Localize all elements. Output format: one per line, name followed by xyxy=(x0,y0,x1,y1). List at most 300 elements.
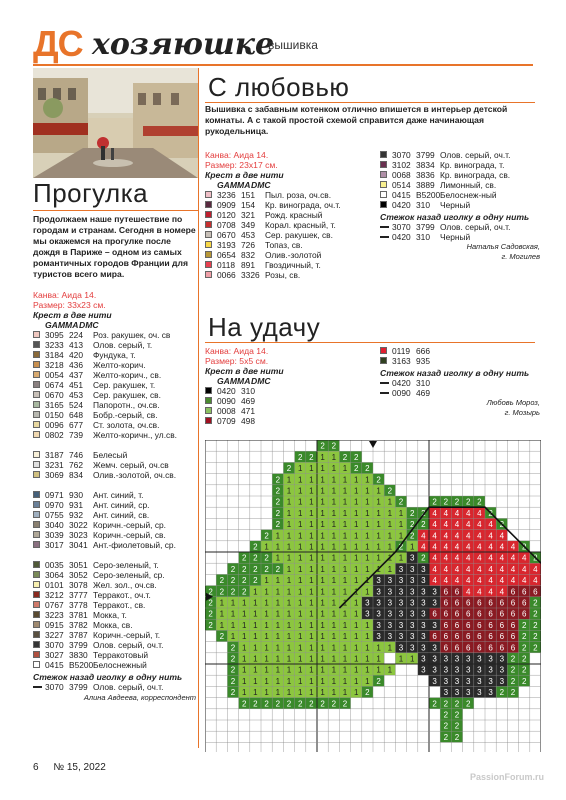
color-name: Мокка, т. xyxy=(93,610,127,620)
dmc-code: 3041 xyxy=(69,540,88,550)
stitch-symbol: 3 xyxy=(398,587,404,597)
progulka-title-underline xyxy=(33,210,198,211)
stitch-symbol: 1 xyxy=(342,609,348,619)
lovewith-thread-row xyxy=(205,230,370,240)
dmc-code: 151 xyxy=(241,190,255,200)
stitch-symbol: 6 xyxy=(510,643,516,653)
stitch-symbol: 3 xyxy=(421,587,426,597)
stitch-symbol: 1 xyxy=(331,688,337,698)
stitch-symbol: 1 xyxy=(365,508,370,518)
color-name: Ант. синий, т. xyxy=(93,490,144,500)
dmc-code: 413 xyxy=(69,340,83,350)
gamma-code: 0035 xyxy=(45,560,64,570)
color-swatch-icon xyxy=(380,357,387,364)
stitch-symbol: 2 xyxy=(533,632,538,642)
stitch-symbol: 3 xyxy=(443,676,449,686)
stitch-symbol: 4 xyxy=(499,553,505,563)
stitch-symbol: 2 xyxy=(454,732,460,742)
gamma-code: 0090 xyxy=(217,396,236,406)
stitch-symbol: 1 xyxy=(353,676,359,686)
dmc-code: 310 xyxy=(416,378,430,388)
stitch-symbol: 1 xyxy=(309,643,314,653)
gamma-code: 3070 xyxy=(392,222,411,232)
stitch-symbol: 1 xyxy=(320,486,325,496)
luck-thread-row xyxy=(205,406,370,416)
stitch-symbol: 1 xyxy=(342,654,348,664)
stitch-symbol: 2 xyxy=(219,587,225,597)
stitch-symbol: 2 xyxy=(230,564,236,574)
stitch-symbol: 2 xyxy=(454,699,460,709)
progulka-canvas: Канва: Аида 14. xyxy=(33,290,97,300)
color-swatch-icon xyxy=(380,191,387,198)
stitch-symbol: 2 xyxy=(454,497,460,507)
stitch-symbol: 3 xyxy=(376,576,381,586)
color-swatch-icon xyxy=(205,417,212,424)
stitch-symbol: 1 xyxy=(342,553,348,563)
color-swatch-icon xyxy=(33,631,40,638)
color-name: Кр. винограда, оч.т. xyxy=(265,200,341,210)
dmc-code: 310 xyxy=(416,200,430,210)
stitch-symbol: 4 xyxy=(477,553,482,563)
stitch-symbol: 1 xyxy=(320,475,325,485)
stitch-symbol: 3 xyxy=(454,665,460,675)
stitch-symbol: 6 xyxy=(510,620,516,630)
color-swatch-icon xyxy=(205,201,212,208)
paris-painting-image xyxy=(33,68,198,178)
stitch-symbol: 1 xyxy=(309,576,314,586)
color-swatch-icon xyxy=(205,231,212,238)
stitch-symbol: 1 xyxy=(353,497,359,507)
stitch-symbol: 1 xyxy=(331,665,337,675)
stitch-symbol: 1 xyxy=(297,620,303,630)
gamma-code: 0066 xyxy=(217,270,236,280)
stitch-symbol: 1 xyxy=(309,486,314,496)
stitch-symbol: 2 xyxy=(253,564,258,574)
stitch-symbol: 1 xyxy=(353,475,359,485)
color-name: Кр. винограда, т. xyxy=(440,160,505,170)
stitch-symbol: 1 xyxy=(387,542,393,552)
stitch-symbol: 4 xyxy=(499,576,505,586)
stitch-symbol: 4 xyxy=(421,542,426,552)
gamma-code: 0150 xyxy=(45,410,64,420)
stitch-symbol: 1 xyxy=(275,553,281,563)
stitch-symbol: 1 xyxy=(286,587,292,597)
stitch-symbol: 2 xyxy=(443,497,449,507)
stitch-symbol: 1 xyxy=(297,475,303,485)
gamma-code: 3184 xyxy=(45,350,64,360)
color-name: Желто-коричн., ул.св. xyxy=(93,430,177,440)
stitch-symbol: 1 xyxy=(353,576,359,586)
color-name: Жемч. серый, оч.св xyxy=(93,460,169,470)
stitch-symbol: 2 xyxy=(241,553,247,563)
stitch-symbol: 1 xyxy=(309,665,314,675)
stitch-symbol: 1 xyxy=(320,520,325,530)
stitch-symbol: 2 xyxy=(499,520,505,530)
stitch-symbol: 4 xyxy=(465,564,471,574)
stitch-symbol: 1 xyxy=(275,576,281,586)
lovewith-thread-row xyxy=(205,220,370,230)
lovewith-thread-row xyxy=(205,250,370,260)
stitch-symbol: 6 xyxy=(488,632,493,642)
stitch-symbol: 4 xyxy=(454,564,460,574)
stitch-symbol: 3 xyxy=(398,620,404,630)
gamma-code: 0096 xyxy=(45,420,64,430)
stitch-symbol: 1 xyxy=(387,643,393,653)
stitch-symbol: 1 xyxy=(342,475,348,485)
stitch-symbol: 1 xyxy=(331,475,337,485)
color-swatch-icon xyxy=(33,421,40,428)
stitch-symbol: 4 xyxy=(465,587,471,597)
stitch-symbol: 2 xyxy=(309,452,314,462)
stitch-symbol: 2 xyxy=(241,587,247,597)
stitch-symbol: 3 xyxy=(488,688,493,698)
color-name: Фундука, т. xyxy=(93,350,136,360)
gamma-code: 3218 xyxy=(45,360,64,370)
color-name: Пыл. роза, оч.св. xyxy=(265,190,332,200)
stitch-symbol: 2 xyxy=(297,699,303,709)
stitch-symbol: 1 xyxy=(286,676,292,686)
gamma-code: 0654 xyxy=(217,250,236,260)
gamma-code: 3236 xyxy=(217,190,236,200)
stitch-symbol: 1 xyxy=(376,553,381,563)
stitch-symbol: 1 xyxy=(297,665,303,675)
color-swatch-icon xyxy=(380,151,387,158)
color-swatch-icon xyxy=(33,511,40,518)
progulka-thread-row xyxy=(33,560,196,570)
gamma-code: 0708 xyxy=(217,220,236,230)
stitch-symbol: 1 xyxy=(309,564,314,574)
stitch-symbol: 3 xyxy=(409,598,415,608)
stitch-symbol: 2 xyxy=(353,464,359,474)
stitch-symbol: 1 xyxy=(353,564,359,574)
stitch-symbol: 3 xyxy=(477,654,482,664)
stitch-symbol: 1 xyxy=(342,643,348,653)
color-name: Ст. золота, оч.св. xyxy=(93,420,160,430)
stitch-symbol: 6 xyxy=(443,609,449,619)
progulka-thread-row xyxy=(33,640,196,650)
dmc-code: B5200 xyxy=(416,190,441,200)
dmc-code: 931 xyxy=(69,500,83,510)
stitch-symbol: 3 xyxy=(398,564,404,574)
progulka-thread-row xyxy=(33,330,196,340)
stitch-symbol: 4 xyxy=(521,564,527,574)
dmc-code: 648 xyxy=(69,410,83,420)
stitch-symbol: 1 xyxy=(219,609,225,619)
luck-thread-list-right xyxy=(380,346,540,366)
stitch-symbol: 1 xyxy=(309,620,314,630)
stitch-symbol: 2 xyxy=(521,620,527,630)
dmc-code: 224 xyxy=(69,330,83,340)
magazine-logo: ДС xyxy=(33,23,83,64)
progulka-thread-row xyxy=(33,490,196,500)
stitch-symbol: 4 xyxy=(510,542,516,552)
dmc-code: 3778 xyxy=(69,600,88,610)
stitch-symbol: 1 xyxy=(342,531,348,541)
gamma-code: 3165 xyxy=(45,400,64,410)
luck-back-list xyxy=(380,378,540,398)
stitch-symbol: 1 xyxy=(241,688,247,698)
stitch-symbol: 2 xyxy=(320,699,325,709)
stitch-symbol: 1 xyxy=(309,542,314,552)
stitch-symbol: 6 xyxy=(477,609,482,619)
stitch-symbol: 1 xyxy=(286,564,292,574)
stitch-symbol: 1 xyxy=(342,676,348,686)
gamma-code: 0415 xyxy=(45,660,64,670)
color-name: Коричн.-серый, ср. xyxy=(93,520,167,530)
stitch-symbol: 2 xyxy=(398,497,404,507)
lovewith-table-header xyxy=(205,180,370,190)
stitch-symbol: 3 xyxy=(398,643,404,653)
stitch-symbol: 4 xyxy=(477,576,482,586)
color-name: Топаз, св. xyxy=(265,240,303,250)
stitch-symbol: 6 xyxy=(465,632,471,642)
color-swatch-icon xyxy=(33,521,40,528)
stitch-symbol: 1 xyxy=(331,520,337,530)
progulka-credit: Алина Авдеева, корреспондент xyxy=(83,693,196,702)
progulka-thread-row xyxy=(33,600,196,610)
luck-credit-city: г. Мозырь xyxy=(504,408,540,417)
stitch-symbol: 1 xyxy=(309,654,314,664)
stitch-symbol: 1 xyxy=(275,654,281,664)
stitch-symbol: 1 xyxy=(331,497,337,507)
stitch-symbol: 1 xyxy=(309,609,314,619)
luck-title: На удачу xyxy=(208,312,321,342)
stitch-symbol: 3 xyxy=(421,576,426,586)
stitch-symbol: 3 xyxy=(387,632,393,642)
stitch-symbol: 1 xyxy=(342,542,348,552)
progulka-thread-row xyxy=(33,420,196,430)
stitch-symbol: 3 xyxy=(387,620,393,630)
stitch-symbol: 6 xyxy=(533,587,538,597)
lovewith-thread-row xyxy=(205,260,370,270)
stitch-symbol: 1 xyxy=(320,508,325,518)
stitch-symbol: 1 xyxy=(342,587,348,597)
color-swatch-icon xyxy=(33,381,40,388)
lovewith-thread-row xyxy=(205,210,370,220)
stitch-symbol: 1 xyxy=(286,643,292,653)
cross-stitch-pattern xyxy=(205,440,541,757)
gamma-code: 0802 xyxy=(45,430,64,440)
dmc-code: 746 xyxy=(69,450,83,460)
dmc-code: 762 xyxy=(69,460,83,470)
stitch-symbol: 2 xyxy=(443,699,449,709)
stitch-symbol: 2 xyxy=(510,688,516,698)
color-swatch-icon xyxy=(33,401,40,408)
stitch-symbol: 6 xyxy=(477,620,482,630)
color-swatch-icon xyxy=(33,411,40,418)
stitch-symbol: 1 xyxy=(342,497,348,507)
stitch-symbol: 1 xyxy=(286,486,292,496)
stitch-symbol: 1 xyxy=(353,643,359,653)
stitch-symbol: 4 xyxy=(443,542,449,552)
color-swatch-icon xyxy=(380,201,387,208)
stitch-symbol: 3 xyxy=(421,564,426,574)
stitch-symbol: 2 xyxy=(465,497,471,507)
stitch-symbol: 2 xyxy=(454,710,460,720)
color-swatch-icon xyxy=(205,241,212,248)
luck-thread-row xyxy=(380,356,540,366)
col-gamma: GAMMA xyxy=(217,180,251,190)
stitch-symbol: 3 xyxy=(398,576,404,586)
stitch-symbol: 1 xyxy=(297,609,303,619)
stitch-symbol: 1 xyxy=(365,486,370,496)
stitch-symbol: 4 xyxy=(488,576,493,586)
stitch-symbol: 4 xyxy=(488,564,493,574)
stitch-symbol: 1 xyxy=(264,665,269,675)
stitch-symbol: 1 xyxy=(365,475,370,485)
stitch-symbol: 3 xyxy=(409,564,415,574)
stitch-symbol: 1 xyxy=(309,553,314,563)
stitch-symbol: 1 xyxy=(297,598,303,608)
stitch-symbol: 2 xyxy=(409,520,415,530)
dmc-code: 349 xyxy=(241,220,255,230)
stitch-symbol: 4 xyxy=(454,508,460,518)
color-swatch-icon xyxy=(33,501,40,508)
stitch-symbol: 1 xyxy=(297,542,303,552)
progulka-thread-row xyxy=(33,460,196,470)
color-name: Лимонный, св. xyxy=(440,180,497,190)
lovewith-thread-row xyxy=(380,150,540,160)
stitch-symbol: 3 xyxy=(432,643,437,653)
stitch-symbol: 1 xyxy=(409,654,415,664)
stitch-symbol: 2 xyxy=(398,542,404,552)
stitch-symbol: 1 xyxy=(286,654,292,664)
color-name: Белесый xyxy=(93,450,128,460)
stitch-symbol: 1 xyxy=(365,576,370,586)
dmc-code: 3830 xyxy=(69,650,88,660)
stitch-symbol: 1 xyxy=(376,486,381,496)
stitch-symbol: 2 xyxy=(230,665,236,675)
stitch-symbol: 4 xyxy=(488,531,493,541)
stitch-symbol: 1 xyxy=(309,497,314,507)
dmc-code: 437 xyxy=(69,370,83,380)
dmc-code: 3777 xyxy=(69,590,88,600)
stitch-symbol: 2 xyxy=(275,475,281,485)
stitch-symbol: 4 xyxy=(432,553,437,563)
stitch-symbol: 1 xyxy=(398,553,404,563)
gamma-code: 0090 xyxy=(392,388,411,398)
stitch-symbol: 1 xyxy=(230,620,236,630)
color-swatch-icon xyxy=(380,171,387,178)
stitch-symbol: 4 xyxy=(499,587,505,597)
stitch-symbol: 1 xyxy=(241,665,247,675)
color-name: Олов. серый, оч.т. xyxy=(440,222,511,232)
stitch-symbol: 4 xyxy=(454,553,460,563)
stitch-symbol: 2 xyxy=(533,553,538,563)
stitch-symbol: 1 xyxy=(253,620,258,630)
stitch-symbol: 6 xyxy=(454,632,460,642)
stitch-symbol: 1 xyxy=(297,676,303,686)
color-swatch-icon xyxy=(33,361,40,368)
stitch-symbol: 3 xyxy=(387,576,393,586)
stitch-symbol: 4 xyxy=(421,531,426,541)
stitch-symbol: 4 xyxy=(488,587,493,597)
stitch-symbol: 1 xyxy=(264,676,269,686)
color-name: Папоротн., оч.св. xyxy=(93,400,160,410)
stitch-symbol: 1 xyxy=(309,598,314,608)
stitch-symbol: 1 xyxy=(331,676,337,686)
gamma-code: 3039 xyxy=(45,530,64,540)
stitch-symbol: 1 xyxy=(353,587,359,597)
gamma-code: 0709 xyxy=(217,416,236,426)
stitch-symbol: 3 xyxy=(421,598,426,608)
stitch-symbol: 1 xyxy=(320,542,325,552)
stitch-symbol: 3 xyxy=(432,665,437,675)
stitch-symbol: 1 xyxy=(297,643,303,653)
stitch-symbol: 1 xyxy=(342,665,348,675)
stitch-symbol: 1 xyxy=(309,475,314,485)
color-name: Ант. синий, св. xyxy=(93,510,150,520)
stitch-symbol: 3 xyxy=(398,598,404,608)
stitch-symbol: 6 xyxy=(499,643,505,653)
col-dmc: DMC xyxy=(251,180,271,190)
stitch-symbol: 1 xyxy=(342,564,348,574)
stitch-symbol: 1 xyxy=(365,531,370,541)
color-swatch-icon xyxy=(33,591,40,598)
stitch-symbol: 1 xyxy=(297,564,303,574)
gamma-code: 0120 xyxy=(217,210,236,220)
progulka-thread-row xyxy=(33,470,196,490)
lovewith-back-row xyxy=(380,232,540,242)
stitch-symbol: 2 xyxy=(241,699,247,709)
stitch-symbol: 1 xyxy=(320,676,325,686)
color-name: Олов. серый, оч.т. xyxy=(440,150,511,160)
stitch-symbol: 1 xyxy=(365,497,370,507)
stitch-symbol: 1 xyxy=(219,598,225,608)
stitch-symbol: 1 xyxy=(286,576,292,586)
color-name: Желто-корич., св. xyxy=(93,370,162,380)
lovewith-legend-right xyxy=(380,150,540,262)
gamma-code: 3227 xyxy=(45,630,64,640)
color-name: Сер. ракушек, св. xyxy=(93,390,161,400)
stitch-symbol: 4 xyxy=(510,576,516,586)
gamma-code: 0971 xyxy=(45,490,64,500)
color-name: Желто-корич. xyxy=(93,360,146,370)
stitch-symbol: 4 xyxy=(499,531,505,541)
progulka-thread-row xyxy=(33,630,196,640)
stitch-symbol: 1 xyxy=(297,688,303,698)
stitch-symbol: 3 xyxy=(387,609,393,619)
stitch-symbol: 1 xyxy=(376,665,381,675)
luck-back-row xyxy=(380,378,540,388)
stitch-symbol: 1 xyxy=(253,598,258,608)
stitch-symbol: 4 xyxy=(477,564,482,574)
progulka-thread-row xyxy=(33,390,196,400)
gamma-code: 0119 xyxy=(392,346,411,356)
stitch-symbol: 4 xyxy=(465,520,471,530)
stitch-symbol: 3 xyxy=(409,620,415,630)
lovewith-thread-row xyxy=(205,200,370,210)
gamma-code: 3223 xyxy=(45,610,64,620)
stitch-symbol: 2 xyxy=(219,576,225,586)
stitch-symbol: 2 xyxy=(230,676,236,686)
stitch-symbol: 2 xyxy=(521,542,527,552)
luck-thread-row xyxy=(380,346,540,356)
stitch-symbol: 6 xyxy=(432,632,437,642)
dmc-code: 524 xyxy=(69,400,83,410)
color-name: Жел. зол., оч.св. xyxy=(93,580,157,590)
stitch-symbol: 3 xyxy=(432,654,437,664)
color-swatch-icon xyxy=(33,471,40,478)
stitch-symbol: 1 xyxy=(275,665,281,675)
color-swatch-icon xyxy=(33,431,40,438)
progulka-thread-row xyxy=(33,500,196,510)
stitch-symbol: 1 xyxy=(387,553,393,563)
stitch-symbol: 3 xyxy=(376,632,381,642)
stitch-symbol: 4 xyxy=(432,564,437,574)
stitch-symbol: 3 xyxy=(454,688,460,698)
progulka-thread-row xyxy=(33,450,196,460)
